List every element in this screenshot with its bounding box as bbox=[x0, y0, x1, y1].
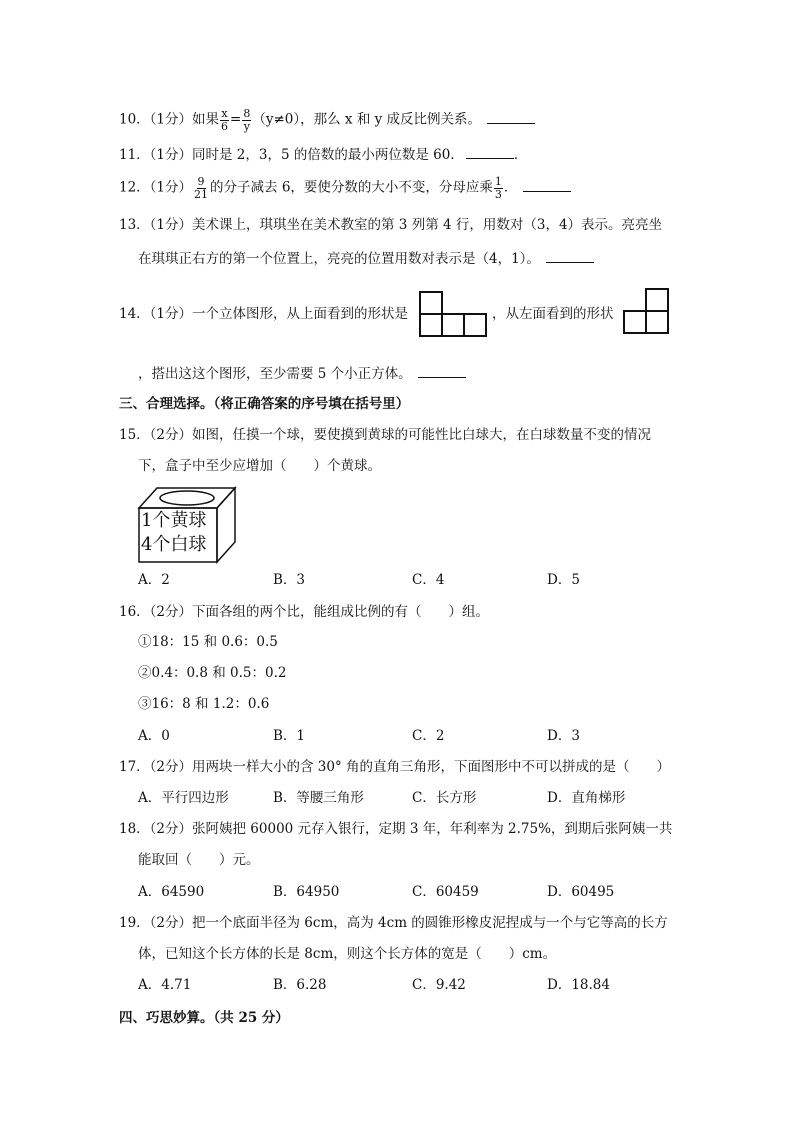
q13-text-2: 在琪琪正右方的第一个位置上，亮亮的位置用数对表示是（4，1）。 bbox=[138, 251, 540, 267]
section-3-title: 三、合理选择。（将正确答案的序号填在括号里） bbox=[119, 396, 410, 412]
q15-text-2: 下，盒子中至少应增加（ ）个黄球。 bbox=[138, 458, 381, 474]
fraction-9-over-21: $\frac{9}{21}$ bbox=[194, 175, 209, 201]
q16-option-c[interactable]: C．2 bbox=[412, 728, 445, 744]
q17-option-c[interactable]: C．长方形 bbox=[412, 790, 477, 806]
q18-option-a[interactable]: A．64590 bbox=[138, 884, 205, 900]
q12-tail: ． bbox=[503, 179, 518, 196]
section-4-heading bbox=[119, 1012, 289, 1026]
question-15-line1 bbox=[119, 429, 651, 443]
fraction-x-over-6: $\frac{x}{6}$ bbox=[221, 107, 229, 133]
question-10 bbox=[119, 108, 535, 132]
q12-label: 12．（1分） bbox=[119, 179, 193, 196]
q18-option-d[interactable]: D．60495 bbox=[547, 884, 615, 900]
question-18-line2 bbox=[138, 854, 260, 868]
question-14-mid bbox=[492, 308, 614, 322]
q17-option-b[interactable]: B．等腰三角形 bbox=[273, 790, 364, 806]
question-13-line1 bbox=[119, 219, 662, 233]
q15-option-b[interactable]: B．3 bbox=[273, 572, 306, 588]
q15-option-d[interactable]: D．5 bbox=[547, 572, 580, 588]
q18-text-2: 能取回（ ）元。 bbox=[138, 852, 260, 868]
q11-text: 11．（1分）同时是 2，3，5 的倍数的最小两位数是 60． bbox=[119, 147, 464, 163]
q17-option-d[interactable]: D．直角梯形 bbox=[547, 790, 626, 806]
equals-sign: = bbox=[230, 111, 242, 128]
question-13-line2 bbox=[138, 250, 594, 267]
q10-text: （y≠0），那么 x 和 y 成反比例关系。 bbox=[252, 111, 482, 128]
q16-item-3: ③16：8 和 1.2：0.6 bbox=[138, 696, 270, 712]
answer-blank[interactable] bbox=[418, 365, 466, 378]
fraction-8-over-y: $\frac{8}{y}$ bbox=[243, 107, 251, 133]
q18-text-1: 18．（2分）张阿姨把 60000 元存入银行，定期 3 年，年利率为 2.75%，到期后张阿姨一共 bbox=[119, 821, 673, 837]
q19-text-1: 19．（2分）把一个底面半径为 6cm，高为 4cm 的圆锥形橡皮泥捏成与一个与它等高的长方 bbox=[119, 915, 668, 931]
answer-blank[interactable] bbox=[523, 179, 571, 192]
fraction-1-over-3: $\frac{1}{3}$ bbox=[494, 175, 502, 201]
q19-option-d[interactable]: D．18.84 bbox=[547, 977, 610, 993]
question-12 bbox=[119, 176, 571, 200]
q18-option-c[interactable]: C．60459 bbox=[412, 884, 479, 900]
q16-text-1: 16．（2分）下面各组的两个比，能组成比例的有（ ）组。 bbox=[119, 604, 490, 620]
question-17-line1 bbox=[119, 761, 670, 775]
q16-item-1: ①18：15 和 0.6：0.5 bbox=[138, 634, 278, 650]
q16-option-b[interactable]: B．1 bbox=[273, 728, 306, 744]
left-view-figure bbox=[622, 287, 672, 337]
question-15-line2 bbox=[138, 460, 381, 474]
q12-text: 的分子减去 6，要使分数的大小不变，分母应乘 bbox=[210, 179, 493, 196]
answer-blank[interactable] bbox=[487, 111, 535, 124]
q19-option-c[interactable]: C．9.42 bbox=[412, 977, 466, 993]
q19-text-2: 体，已知这个长方体的长是 8cm，则这个长方体的宽是（ ）cm。 bbox=[138, 946, 557, 962]
q10-label: 10．（1分）如果 bbox=[119, 111, 220, 128]
answer-blank[interactable] bbox=[546, 250, 594, 263]
top-view-figure bbox=[418, 290, 490, 338]
ball-box-figure bbox=[137, 486, 237, 564]
question-14-line1 bbox=[119, 308, 408, 322]
q15-option-a[interactable]: A．2 bbox=[138, 572, 170, 588]
q17-text-1: 17．（2分）用两块一样大小的含 30° 角的直角三角形，下面图形中不可以拼成的是（ ） bbox=[119, 759, 671, 775]
section-3-heading bbox=[119, 398, 409, 412]
q15-option-c[interactable]: C．4 bbox=[412, 572, 445, 588]
box-label-white: 4个白球 bbox=[141, 534, 207, 555]
question-11 bbox=[119, 146, 527, 163]
q17-option-a[interactable]: A．平行四边形 bbox=[138, 790, 229, 806]
section-4-title: 四、巧思妙算。（共 25 分） bbox=[119, 1010, 289, 1026]
q14-text-1: 14．（1分）一个立体图形，从上面看到的形状是 bbox=[119, 306, 409, 322]
question-14-line2 bbox=[138, 365, 466, 382]
q19-option-a[interactable]: A．4.71 bbox=[138, 977, 192, 993]
q16-item-2: ②0.4：0.8 和 0.5：0.2 bbox=[138, 665, 287, 681]
box-label-yellow: 1个黄球 bbox=[141, 510, 207, 531]
answer-blank[interactable] bbox=[466, 146, 514, 159]
q11-tail: ． bbox=[513, 147, 528, 163]
q14-text-mid: ，从左面看到的形状 bbox=[492, 306, 614, 322]
question-19-line2 bbox=[138, 948, 556, 962]
q14-text-2: ，搭出这这个图形，至少需要 5 个小正方体。 bbox=[138, 366, 412, 382]
question-18-line1 bbox=[119, 823, 672, 837]
q16-option-a[interactable]: A．0 bbox=[138, 728, 170, 744]
question-16-line1 bbox=[119, 606, 489, 620]
q15-text-1: 15．（2分）如图，任摸一个球，要使摸到黄球的可能性比白球大，在白球数量不变的情况 bbox=[119, 427, 652, 443]
q18-option-b[interactable]: B．64950 bbox=[273, 884, 340, 900]
q13-text-1: 13．（1分）美术课上，琪琪坐在美术教室的第 3 列第 4 行，用数对（3，4）表示。亮亮坐 bbox=[119, 217, 663, 233]
q16-option-d[interactable]: D．3 bbox=[547, 728, 580, 744]
q19-option-b[interactable]: B．6.28 bbox=[273, 977, 327, 993]
question-19-line1 bbox=[119, 917, 668, 931]
